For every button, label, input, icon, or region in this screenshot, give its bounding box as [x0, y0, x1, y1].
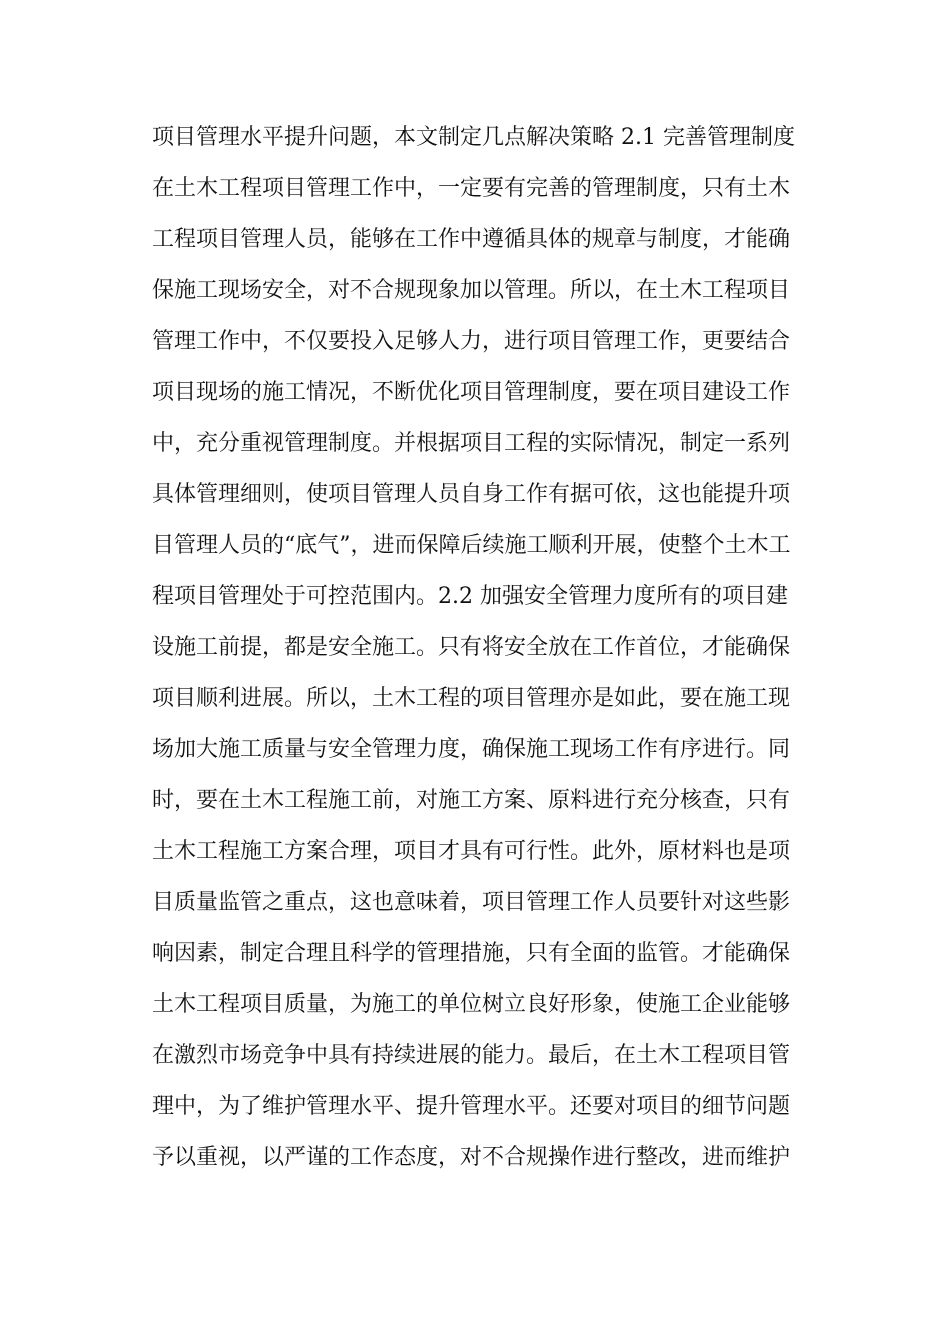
text-line: 响因素，制定合理且科学的管理措施，只有全面的监管。才能确保: [152, 941, 791, 966]
text-line: 场加大施工质量与安全管理力度，确保施工现场工作有序进行。同: [152, 737, 791, 762]
text-line: 项目管理水平提升问题，本文制定几点解决策略 2.1 完善管理制度: [152, 125, 795, 150]
text-line: 土木工程项目质量，为施工的单位树立良好形象，使施工企业能够: [152, 992, 791, 1017]
text-line: 予以重视，以严谨的工作态度，对不合规操作进行整改，进而维护: [152, 1145, 791, 1170]
text-line: 理中，为了维护管理水平、提升管理水平。还要对项目的细节问题: [152, 1094, 791, 1119]
text-line: 时，要在土木工程施工前，对施工方案、原料进行充分核查，只有: [152, 788, 791, 813]
text-line: 保施工现场安全，对不合规现象加以管理。所以，在土木工程项目: [152, 278, 791, 303]
text-line: 具体管理细则，使项目管理人员自身工作有据可依，这也能提升项: [152, 482, 791, 507]
text-line: 土木工程施工方案合理，项目才具有可行性。此外，原材料也是项: [152, 839, 791, 864]
text-line: 中，充分重视管理制度。并根据项目工程的实际情况，制定一系列: [152, 431, 791, 456]
body-text: [152, 112, 812, 1183]
text-line: 目管理人员的“底气”，进而保障后续施工顺利开展，使整个土木工: [152, 533, 791, 558]
text-line: 工程项目管理人员，能够在工作中遵循具体的规章与制度，才能确: [152, 227, 791, 252]
text-line: 目质量监管之重点，这也意味着，项目管理工作人员要针对这些影: [152, 890, 791, 915]
text-line: 在土木工程项目管理工作中，一定要有完善的管理制度，只有土木: [152, 176, 791, 201]
text-line: 程项目管理处于可控范围内。2.2 加强安全管理力度所有的项目建: [152, 584, 788, 609]
text-line: 管理工作中，不仅要投入足够人力，进行项目管理工作，更要结合: [152, 329, 791, 354]
text-line: 设施工前提，都是安全施工。只有将安全放在工作首位，才能确保: [152, 635, 791, 660]
text-line: 项目现场的施工情况，不断优化项目管理制度，要在项目建设工作: [152, 380, 791, 405]
text-line: 项目顺利进展。所以，土木工程的项目管理亦是如此，要在施工现: [152, 686, 791, 711]
text-line: 在激烈市场竞争中具有持续进展的能力。最后，在土木工程项目管: [152, 1043, 791, 1068]
